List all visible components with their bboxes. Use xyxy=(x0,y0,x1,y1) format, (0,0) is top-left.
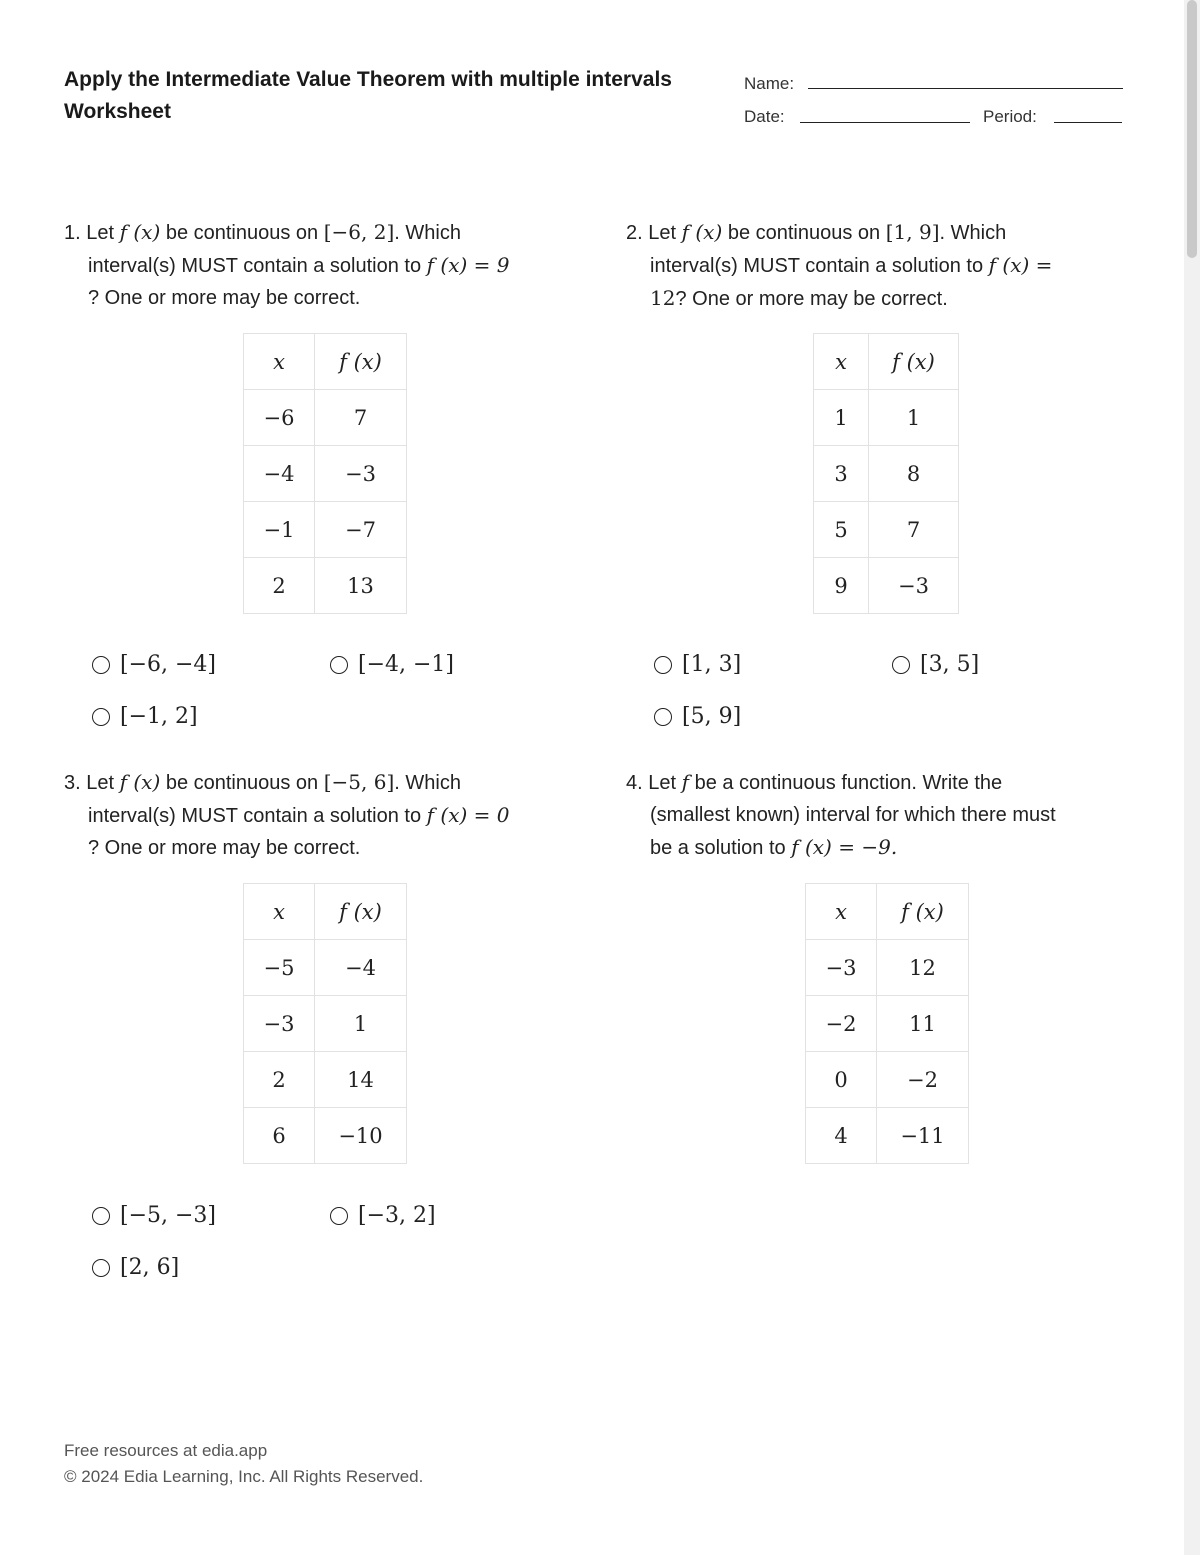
text: . Which xyxy=(939,222,1007,244)
column-header-fx: f (x) xyxy=(869,334,959,390)
cell-fx: 7 xyxy=(869,502,959,558)
date-field-line[interactable] xyxy=(800,122,970,123)
math-interval: [1, 9] xyxy=(885,220,940,244)
question-2-option-3[interactable] xyxy=(654,704,741,729)
text: be a solution to xyxy=(650,837,792,859)
question-number: 1. xyxy=(64,222,81,244)
radio-icon[interactable] xyxy=(654,708,672,726)
radio-icon[interactable] xyxy=(92,1207,110,1225)
cell-x: 0 xyxy=(806,1052,877,1108)
period-label: Period: xyxy=(983,107,1037,126)
question-2-table xyxy=(813,333,959,614)
footer-resources-link[interactable]: Free resources at edia.app xyxy=(64,1441,268,1460)
question-2-line-1 xyxy=(626,216,1116,249)
question-3-option-3[interactable] xyxy=(92,1255,179,1280)
title-line-1: Apply the Intermediate Value Theorem with multiple intervals xyxy=(64,68,672,91)
worksheet-title xyxy=(64,64,724,128)
option-label: [2, 6] xyxy=(120,1255,180,1280)
math: f (x) xyxy=(681,220,723,244)
title-line-2: Worksheet xyxy=(64,100,171,123)
table-row xyxy=(806,1108,969,1164)
question-4-line-1 xyxy=(626,766,1126,799)
table-row xyxy=(806,996,969,1052)
text: be a continuous function. Write the xyxy=(689,772,1003,794)
option-label: [−5, −3] xyxy=(120,1203,217,1228)
table-row xyxy=(244,558,407,614)
scrollbar-thumb[interactable] xyxy=(1187,0,1197,258)
question-4-line-2: (smallest known) interval for which there must xyxy=(650,804,1056,826)
cell-fx: 1 xyxy=(315,996,407,1052)
footer xyxy=(64,1438,423,1490)
table-header-row xyxy=(244,334,407,390)
cell-fx: 11 xyxy=(877,996,969,1052)
column-header-fx: f (x) xyxy=(315,334,407,390)
question-number: 3. xyxy=(64,772,81,794)
math-equation: f (x) = 9 xyxy=(426,253,510,277)
option-label: [5, 9] xyxy=(682,704,742,729)
table-row xyxy=(244,940,407,996)
table-row xyxy=(244,996,407,1052)
cell-fx: −10 xyxy=(315,1108,407,1164)
cell-x: −3 xyxy=(806,940,877,996)
question-1-option-1[interactable] xyxy=(92,652,216,677)
table-header-row xyxy=(244,884,407,940)
cell-x: 6 xyxy=(244,1108,315,1164)
question-3-line-2 xyxy=(64,799,584,832)
question-3-line-3: ? One or more may be correct. xyxy=(88,837,361,859)
question-1-line-1 xyxy=(64,216,584,249)
option-label: [−3, 2] xyxy=(358,1203,436,1228)
question-2-line-2 xyxy=(626,249,1116,282)
text: interval(s) MUST contain a solution to xyxy=(650,255,989,277)
math-value: 12 xyxy=(650,286,676,310)
question-1-table xyxy=(243,333,407,614)
math: f (x) xyxy=(119,770,161,794)
question-3-table xyxy=(243,883,407,1164)
period-field-line[interactable] xyxy=(1054,122,1122,123)
option-label: [1, 3] xyxy=(682,652,742,677)
cell-fx: −3 xyxy=(315,446,407,502)
math-equation: f (x) = xyxy=(988,253,1053,277)
text: . Which xyxy=(394,772,461,794)
text: interval(s) MUST contain a solution to xyxy=(88,255,427,277)
math: f (x) xyxy=(119,220,161,244)
cell-fx: 7 xyxy=(315,390,407,446)
column-header-x: x xyxy=(244,334,315,390)
cell-fx: −4 xyxy=(315,940,407,996)
cell-fx: 8 xyxy=(869,446,959,502)
table-row xyxy=(814,390,959,446)
radio-icon[interactable] xyxy=(330,656,348,674)
question-4 xyxy=(626,766,1126,864)
text: . Which xyxy=(394,222,461,244)
cell-x: 3 xyxy=(814,446,869,502)
text: be continuous on xyxy=(160,772,324,794)
table-header-row xyxy=(806,884,969,940)
text: interval(s) MUST contain a solution to xyxy=(88,805,427,827)
column-header-fx: f (x) xyxy=(315,884,407,940)
cell-x: −2 xyxy=(806,996,877,1052)
table-row xyxy=(244,390,407,446)
table-row xyxy=(814,558,959,614)
cell-x: −3 xyxy=(244,996,315,1052)
question-3-option-1[interactable] xyxy=(92,1203,216,1228)
math-interval: [−5, 6] xyxy=(323,770,395,794)
question-2 xyxy=(626,216,1116,315)
radio-icon[interactable] xyxy=(892,656,910,674)
cell-x: 9 xyxy=(814,558,869,614)
question-number: 2. xyxy=(626,222,643,244)
table-row xyxy=(244,1052,407,1108)
option-label: [−6, −4] xyxy=(120,652,217,677)
cell-x: 1 xyxy=(814,390,869,446)
date-label: Date: xyxy=(744,107,785,126)
math-equation: f (x) = 0 xyxy=(426,803,510,827)
name-label: Name: xyxy=(744,74,795,93)
text: be continuous on xyxy=(160,222,324,244)
cell-x: −6 xyxy=(244,390,315,446)
cell-fx: 13 xyxy=(315,558,407,614)
question-1-option-3[interactable] xyxy=(92,704,198,729)
text: Let xyxy=(80,222,120,244)
text: ? One or more may be correct. xyxy=(675,288,948,310)
table-row xyxy=(814,502,959,558)
table-row xyxy=(806,1052,969,1108)
cell-x: −5 xyxy=(244,940,315,996)
table-row xyxy=(244,446,407,502)
question-1 xyxy=(64,216,584,314)
math-interval: [−6, 2] xyxy=(323,220,395,244)
cell-fx: −3 xyxy=(869,558,959,614)
text: Let xyxy=(80,772,120,794)
cell-x: −1 xyxy=(244,502,315,558)
cell-fx: 1 xyxy=(869,390,959,446)
cell-fx: −2 xyxy=(877,1052,969,1108)
math-equation: f (x) = −9. xyxy=(791,835,898,859)
scrollbar-track[interactable] xyxy=(1184,0,1200,1555)
text: Let xyxy=(642,772,682,794)
question-4-line-3 xyxy=(626,831,1126,864)
cell-x: 2 xyxy=(244,1052,315,1108)
question-2-line-3 xyxy=(626,282,1116,315)
question-4-table xyxy=(805,883,969,1164)
option-label: [3, 5] xyxy=(920,652,980,677)
question-1-option-2[interactable] xyxy=(330,652,454,677)
column-header-x: x xyxy=(244,884,315,940)
radio-icon[interactable] xyxy=(92,708,110,726)
question-3-line-1 xyxy=(64,766,584,799)
column-header-x: x xyxy=(814,334,869,390)
table-row xyxy=(244,1108,407,1164)
table-row xyxy=(814,446,959,502)
question-3-option-2[interactable] xyxy=(330,1203,436,1228)
column-header-x: x xyxy=(806,884,877,940)
question-2-option-1[interactable] xyxy=(654,652,741,677)
radio-icon[interactable] xyxy=(92,1259,110,1277)
text: Let xyxy=(642,222,682,244)
question-2-option-2[interactable] xyxy=(892,652,979,677)
cell-fx: −11 xyxy=(877,1108,969,1164)
table-row xyxy=(244,502,407,558)
option-label: [−1, 2] xyxy=(120,704,198,729)
footer-copyright: © 2024 Edia Learning, Inc. All Rights Reserved. xyxy=(64,1467,424,1486)
question-number: 4. xyxy=(626,772,643,794)
radio-icon[interactable] xyxy=(330,1207,348,1225)
cell-x: 4 xyxy=(806,1108,877,1164)
question-1-line-2 xyxy=(64,249,584,282)
option-label: [−4, −1] xyxy=(358,652,455,677)
cell-x: 2 xyxy=(244,558,315,614)
question-1-line-3: ? One or more may be correct. xyxy=(88,287,361,309)
table-header-row xyxy=(814,334,959,390)
radio-icon[interactable] xyxy=(654,656,672,674)
column-header-fx: f (x) xyxy=(877,884,969,940)
cell-x: −4 xyxy=(244,446,315,502)
question-3 xyxy=(64,766,584,864)
name-field-line[interactable] xyxy=(808,88,1123,89)
cell-x: 5 xyxy=(814,502,869,558)
cell-fx: −7 xyxy=(315,502,407,558)
cell-fx: 12 xyxy=(877,940,969,996)
table-row xyxy=(806,940,969,996)
cell-fx: 14 xyxy=(315,1052,407,1108)
radio-icon[interactable] xyxy=(92,656,110,674)
math: f xyxy=(681,770,690,794)
text: be continuous on xyxy=(722,222,886,244)
